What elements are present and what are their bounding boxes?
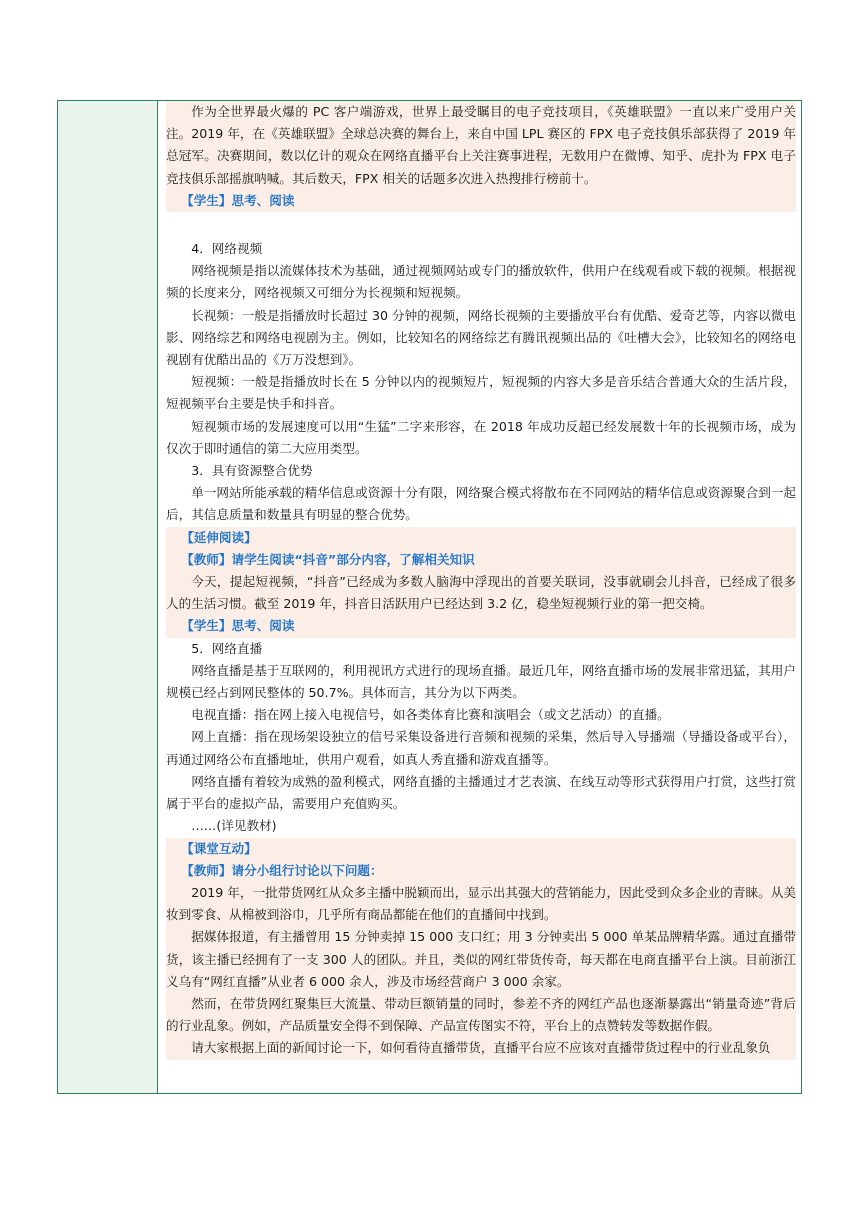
student-think-read-label: 【学生】思考、阅读 bbox=[166, 190, 796, 212]
live-commerce-paragraph-1: 2019 年，一批带货网红从众多主播中脱颖而出，显示出其强大的营销能力，因此受到众多企业的青睐。从美妆到零食、从棉被到浴巾，几乎所有商品都能在他们的直播间中找到。 bbox=[166, 882, 796, 926]
live-commerce-paragraph-2: 据媒体报道，有主播曾用 15 分钟卖掉 15 000 支口红；用 3 分钟卖出 5 000 单某品牌精华露。通过直播带货，该主播已经拥有了一支 300 人的团队。并且，类似的网红带货传奇，每天都在电商直播平台上演。目前浙江义乌有“网红直播”从业者 6 000 余人，涉及市场经营商户 3 000 余家。 bbox=[166, 926, 796, 993]
long-video-paragraph: 长视频：一般是指播放时长超过 30 分钟的视频，网络长视频的主要播放平台有优酷、爱奇艺等，内容以微电影、网络综艺和网络电视剧为主。例如，比较知名的网络综艺有腾讯视频出品的《吐槽大会》，比较知名的网络电视剧有优酷出品的《万万没想到》。 bbox=[166, 307, 796, 368]
section-heading-live-streaming: 5．网络直播 bbox=[191, 640, 263, 656]
lol-case-paragraph: 作为全世界最火爆的 PC 客户端游戏，世界上最受瞩目的电子竞技项目，《英雄联盟》一直以来广受用户关注。2019 年，在《英雄联盟》全球总决赛的舞台上，来自中国 LPL 赛区的 FPX 电子竞技俱乐部获得了 2019 年总冠军。决赛期间，数以亿计的观众在网络直播平台上关注赛事进程，无数用户在微博、知乎、虎扑为 FPX 电子竞技俱乐部摇旗呐喊。其后数天，FPX 相关的话题多次进入热搜排行榜前十。 bbox=[166, 101, 796, 190]
section-heading-online-video: 4．网络视频 bbox=[191, 241, 263, 257]
live-commerce-paragraph-3: 然而，在带货网红聚集巨大流量、带动巨额销量的同时，参差不齐的网红产品也逐渐暴露出“销量奇迹”背后的行业乱象。例如，产品质量安全得不到保障、产品宣传图实不符，平台上的点赞转发等数据作假。 bbox=[166, 993, 796, 1037]
tv-live-paragraph: 电视直播：指在网上接入电视信号，如各类体育比赛和演唱会（或文艺活动）的直播。 bbox=[191, 707, 670, 723]
extended-reading-label: 【延伸阅读】 bbox=[166, 527, 796, 549]
resource-integration-paragraph: 单一网站所能承载的精华信息或资源十分有限，网络聚合模式将散布在不同网站的精华信息或资源聚合到一起后，其信息质量和数量具有明显的整合优势。 bbox=[166, 485, 796, 523]
content-cell bbox=[166, 101, 796, 1060]
short-video-market-paragraph: 短视频市场的发展速度可以用“生猛”二字来形容，在 2018 年成功反超已经发展数十年的长视频市场，成为仅次于即时通信的第二大应用类型。 bbox=[166, 418, 796, 456]
student-think-read-label-2: 【学生】思考、阅读 bbox=[166, 615, 796, 637]
see-textbook-note: ……(详见教材) bbox=[191, 818, 277, 834]
online-video-definition: 网络视频是指以流媒体技术为基础，通过视频网站或专门的播放软件，供用户在线观看或下载的视频。根据视频的长度来分，网络视频又可细分为长视频和短视频。 bbox=[166, 263, 796, 301]
online-live-paragraph: 网上直播：指在现场架设独立的信号采集设备进行音频和视频的采集，然后导入导播端（导播设备或平台），再通过网络公布直播地址，供用户观看，如真人秀直播和游戏直播等。 bbox=[166, 729, 796, 767]
short-video-paragraph: 短视频：一般是指播放时长在 5 分钟以内的视频短片，短视频的内容大多是音乐结合普通大众的生活片段，短视频平台主要是快手和抖音。 bbox=[166, 374, 796, 412]
lesson-table bbox=[57, 100, 802, 1094]
class-interaction-label: 【课堂互动】 bbox=[166, 838, 796, 860]
profit-model-paragraph: 网络直播有着较为成熟的盈利模式，网络直播的主播通过才艺表演、在线互动等形式获得用户打赏，这些打赏属于平台的虚拟产品，需要用户充值购买。 bbox=[166, 773, 796, 812]
section-heading-resource-integration: 3．具有资源整合优势 bbox=[191, 463, 313, 479]
spacer bbox=[166, 212, 796, 238]
douyin-paragraph: 今天，提起短视频，“抖音”已经成为多数人脑海中浮现出的首要关联词，没事就刷会儿抖音，已经成了很多人的生活习惯。截至 2019 年，抖音日活跃用户已经达到 3.2 亿，稳坐短视频行业的第一把交椅。 bbox=[166, 571, 796, 615]
left-column-cell bbox=[58, 101, 158, 1093]
live-streaming-definition: 网络直播是基于互联网的，利用视讯方式进行的现场直播。最近几年，网络直播市场的发展非常迅猛，其用户规模已经占到网民整体的 50.7%。具体而言，其分为以下两类。 bbox=[166, 662, 796, 701]
teacher-discussion-instruction: 【教师】请分小组行讨论以下问题： bbox=[166, 860, 796, 882]
discussion-question-paragraph: 请大家根据上面的新闻讨论一下，如何看待直播带货，直播平台应不应该对直播带货过程中的行业乱象负 bbox=[166, 1037, 796, 1059]
teacher-instruction-douyin: 【教师】请学生阅读“抖音”部分内容，了解相关知识 bbox=[166, 549, 796, 571]
